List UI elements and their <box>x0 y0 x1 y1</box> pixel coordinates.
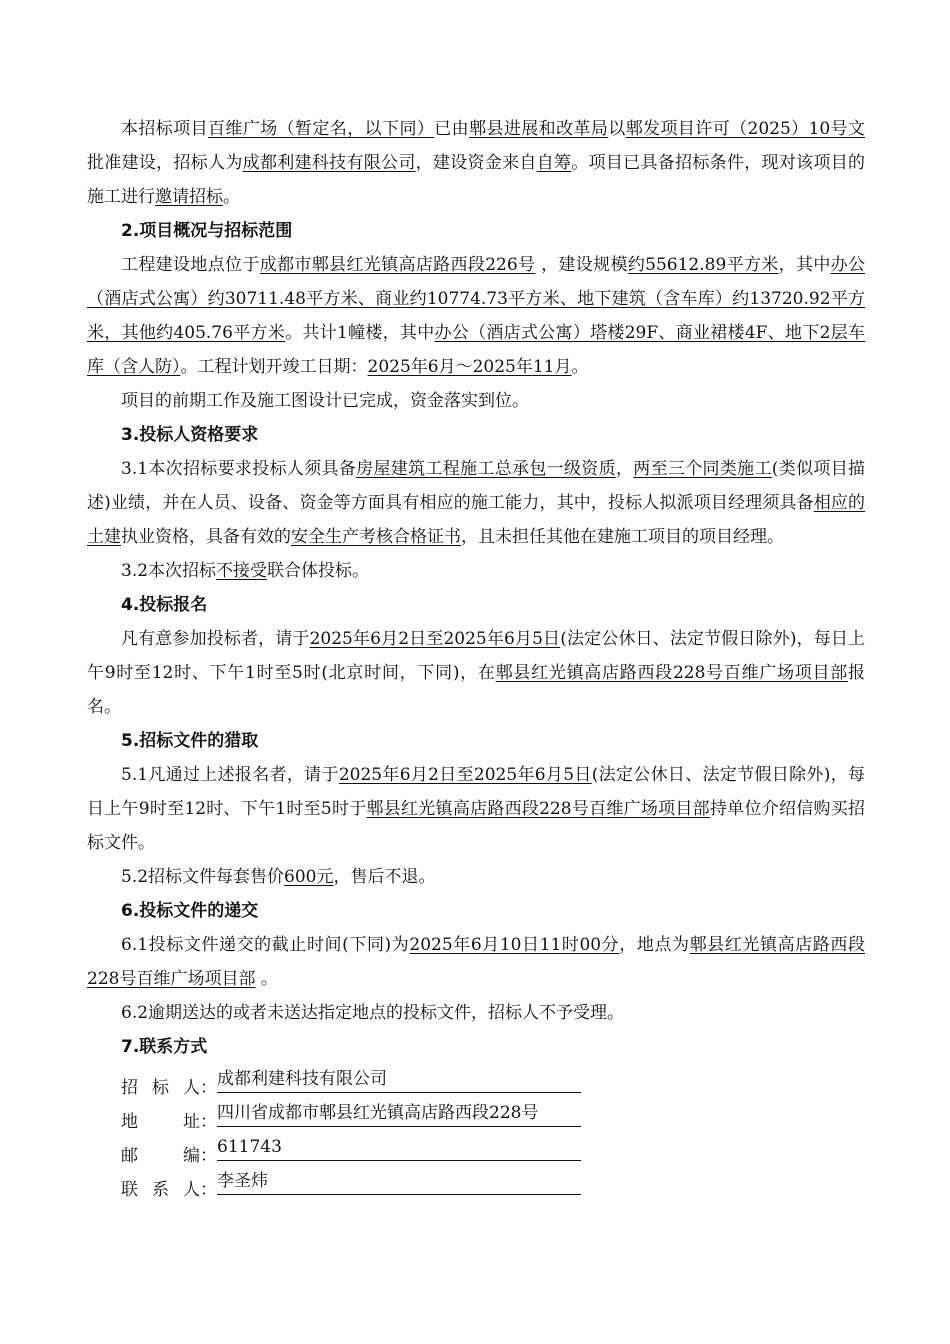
qualification-paragraph <box>87 452 865 554</box>
tenderer-name: 成都利建科技有限公司 <box>242 153 416 173</box>
approval-number: 郫发项目许可（2025）10号文 <box>625 119 866 139</box>
submission-deadline: 2025年6月10日11时00分 <box>409 935 620 955</box>
contact-block <box>87 1064 865 1200</box>
project-location: 成都市郫县红光镇高店路西段226号 <box>259 255 536 275</box>
documents-place: 郫县红光镇高店路西段228号百维广场项目部 <box>366 799 710 819</box>
qualification-text: (类似项目描述)业绩，并在人员、设备、资金等方面具有相应的施工能力，其中，投标人拟派项目经理须具备 <box>87 459 866 513</box>
fund-source: 自筹 <box>536 153 572 173</box>
overview-text: 。共计1幢楼，其中 <box>285 323 435 343</box>
registration-dates: 2025年6月2日至2025年6月5日 <box>309 629 561 649</box>
section-heading-documents: 5.招标文件的猎取 <box>121 731 259 751</box>
documents-text: 持单位介绍信购买招标文件。 <box>87 799 866 853</box>
consortium-text: 3.2本次招标 <box>121 561 217 581</box>
contact-address-value: 四川省成都市郫县红光镇高店路西段228号 <box>217 1100 581 1127</box>
project-name: 百维广场（暂定名，以下同） <box>208 119 435 139</box>
qualification-text: ，且未担任其他在建施工项目的项目经理。 <box>461 527 784 547</box>
required-performance: 两至三个同类施工 <box>633 459 772 479</box>
price-text: 5.2招标文件每套售价 <box>121 867 285 887</box>
approval-authority: 郫县进展和改革局 <box>469 119 609 139</box>
overview-text: ，其中 <box>778 255 831 275</box>
submission-text: 。 <box>255 969 278 989</box>
label-char: 联 <box>121 1180 138 1200</box>
intro-text: 批准建设，招标人为 <box>87 153 243 173</box>
contact-row-address <box>121 1098 865 1132</box>
contact-postcode-value: 611743 <box>217 1134 581 1161</box>
overview-text: 。工程计划开竣工日期： <box>180 357 368 377</box>
label-char: 系 <box>152 1180 169 1200</box>
section-heading-submission: 6.投标文件的递交 <box>121 901 259 921</box>
label-char: 人： <box>183 1078 217 1098</box>
submission-place: 郫县红光镇高店路西段228号百维广场项目部 <box>87 935 865 989</box>
label-char: 招 <box>121 1078 138 1098</box>
label-char: 人： <box>183 1180 217 1200</box>
section-heading-overview: 2.项目概况与招标范围 <box>121 221 293 241</box>
documents-paragraph <box>87 758 865 860</box>
consortium-text: 联合体投标。 <box>267 561 370 581</box>
documents-text: 5.1凡通过上述报名者，请于 <box>121 765 339 785</box>
intro-text: 。 <box>223 187 240 207</box>
documents-text: (法定公休日、法定节假日除外)，每日上午9时至12时、下午1时至5时于 <box>87 765 865 819</box>
submission-paragraph <box>87 928 865 996</box>
overview-paragraph <box>87 248 865 384</box>
submission-text: 6.1投标文件递交的截止时间(下同)为 <box>121 935 410 955</box>
intro-text: 。项目已具备招标条件，现对该项目的施工进行 <box>87 153 866 207</box>
price-paragraph <box>87 860 865 894</box>
label-char: 地 <box>121 1112 138 1132</box>
area-breakdown: 办公（酒店式公寓）约30711.48平方米、商业约10774.73平方米、地下建筑（含车库）约13720.92平方米，其他约405.76平方米 <box>87 255 866 343</box>
consortium-paragraph <box>87 554 865 588</box>
intro-paragraph <box>87 112 865 214</box>
contact-tenderer-value: 成都利建科技有限公司 <box>217 1066 581 1093</box>
registration-text: (法定公休日、法定节假日除外)，每日上午9时至12时、下午1时至5时(北京时间，下同)，在 <box>87 629 866 683</box>
price-text: ，售后不退。 <box>333 867 436 887</box>
intro-text: 本招标项目 <box>121 119 209 139</box>
documents-dates: 2025年6月2日至2025年6月5日 <box>338 765 592 785</box>
manager-qualification: 相应的土建 <box>87 493 866 547</box>
contact-label <box>121 1141 217 1166</box>
contact-row-tenderer <box>121 1064 865 1098</box>
project-scale: 约55612.89平方米 <box>627 255 779 275</box>
tender-notice-body <box>87 112 865 1200</box>
intro-text: 以 <box>608 119 626 139</box>
registration-place: 郫县红光镇高店路西段228号百维广场项目部 <box>495 663 848 683</box>
registration-paragraph <box>87 622 865 724</box>
submission-text: ，地点为 <box>619 935 690 955</box>
label-char: 编： <box>183 1146 217 1166</box>
intro-text: 已由 <box>434 119 470 139</box>
safety-certificate: 安全生产考核合格证书 <box>291 527 461 547</box>
contact-row-postcode <box>121 1132 865 1166</box>
contact-label <box>121 1073 217 1098</box>
section-heading-contact: 7.联系方式 <box>121 1037 208 1057</box>
overview-text: 工程建设地点位于 <box>121 255 260 275</box>
preparation-paragraph: 项目的前期工作及施工图设计已完成，资金落实到位。 <box>121 391 529 411</box>
qualification-text: 3.1本次招标要求投标人须具备 <box>121 459 357 479</box>
contact-person-value: 李圣炜 <box>217 1168 581 1195</box>
label-char: 址： <box>183 1112 217 1132</box>
qualification-text: 执业资格，具备有效的 <box>121 527 291 547</box>
document-price: 600元 <box>284 867 334 887</box>
tender-method: 邀请招标 <box>155 187 223 207</box>
intro-text: ，建设资金来自 <box>415 153 537 173</box>
building-composition: 办公（酒店式公寓）塔楼29F、商业裙楼4F、地下2层车库（含人防） <box>87 323 866 377</box>
overview-text: ，建设规模 <box>535 255 628 275</box>
consortium-policy: 不接受 <box>216 561 268 581</box>
construction-period: 2025年6月～2025年11月 <box>367 357 572 377</box>
section-heading-qualification: 3.投标人资格要求 <box>121 425 259 445</box>
overview-text: 。 <box>571 357 589 377</box>
contact-label <box>121 1175 217 1200</box>
contact-label <box>121 1107 217 1132</box>
label-char: 标 <box>152 1078 169 1098</box>
required-qualification: 房屋建筑工程施工总承包一级资质 <box>356 459 616 479</box>
registration-text: 报名。 <box>87 663 865 717</box>
section-heading-registration: 4.投标报名 <box>121 595 208 615</box>
late-submission-paragraph: 6.2逾期送达的或者未送达指定地点的投标文件，招标人不予受理。 <box>121 1003 625 1023</box>
label-char: 邮 <box>121 1146 138 1166</box>
qualification-text: ， <box>615 459 634 479</box>
contact-row-person <box>121 1166 865 1200</box>
registration-text: 凡有意参加投标者，请于 <box>121 629 310 649</box>
